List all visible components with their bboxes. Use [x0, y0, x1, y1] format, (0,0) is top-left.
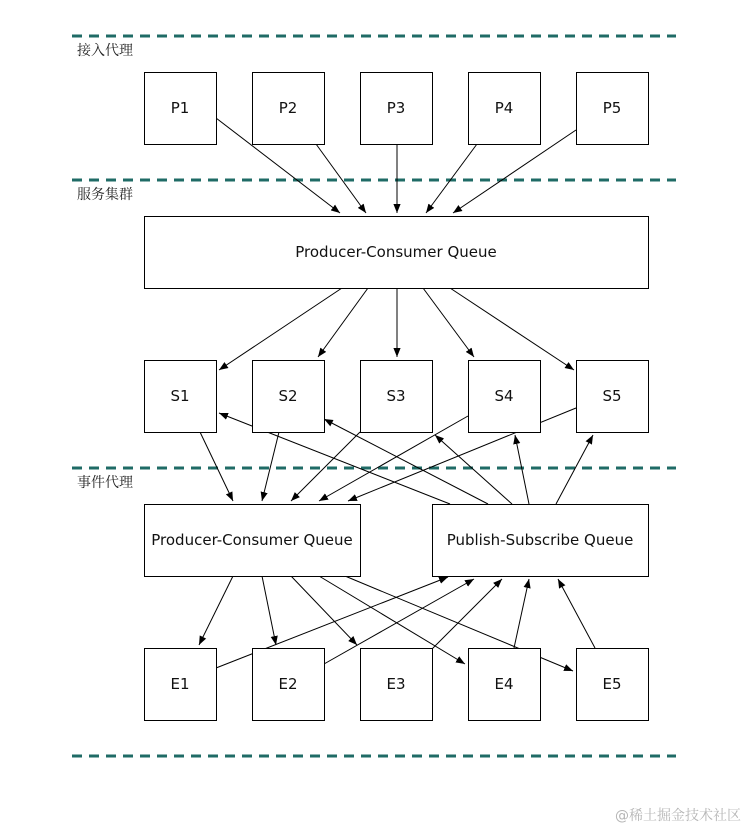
- node-label-e4: E4: [494, 675, 514, 693]
- edge-pcq1-to-s1: [219, 288, 342, 370]
- edge-p2-to-pcq1: [316, 144, 366, 213]
- node-label-e2: E2: [278, 675, 298, 693]
- node-label-p3: P3: [386, 99, 406, 117]
- node-e4: [469, 649, 541, 721]
- edge-pcq2-to-e2: [262, 576, 276, 645]
- node-s5: [577, 361, 649, 433]
- node-p1: [145, 73, 217, 145]
- node-label-e3: E3: [386, 675, 406, 693]
- node-pcq2: [145, 505, 361, 577]
- node-psq: [433, 505, 649, 577]
- edge-e5-to-psq: [558, 579, 595, 648]
- section-label-event-proxy: 事件代理: [77, 475, 133, 491]
- node-label-pcq2: Producer-Consumer Queue: [151, 531, 353, 549]
- watermark-text: @稀土掘金技术社区: [615, 808, 741, 824]
- node-p5: [577, 73, 649, 145]
- edge-e3-to-psq: [432, 579, 502, 649]
- node-s2: [253, 361, 325, 433]
- node-label-p5: P5: [602, 99, 622, 117]
- node-label-s2: S2: [278, 387, 298, 405]
- node-label-s4: S4: [494, 387, 514, 405]
- node-e1: [145, 649, 217, 721]
- node-p3: [361, 73, 433, 145]
- node-label-psq: Publish-Subscribe Queue: [446, 531, 634, 549]
- node-label-s3: S3: [386, 387, 406, 405]
- node-s4: [469, 361, 541, 433]
- node-label-e1: E1: [170, 675, 190, 693]
- edge-pcq1-to-s5: [450, 288, 574, 370]
- node-e2: [253, 649, 325, 721]
- node-e5: [577, 649, 649, 721]
- node-label-pcq1: Producer-Consumer Queue: [295, 243, 497, 261]
- node-label-s1: S1: [170, 387, 190, 405]
- node-label-e5: E5: [602, 675, 622, 693]
- node-e3: [361, 649, 433, 721]
- edge-pcq1-to-s2: [318, 288, 368, 357]
- node-label-p4: P4: [494, 99, 514, 117]
- section-label-service-cluster: 服务集群: [77, 187, 133, 203]
- edge-e4-to-psq: [514, 579, 529, 648]
- node-s1: [145, 361, 217, 433]
- node-p4: [469, 73, 541, 145]
- edge-pcq2-to-e1: [199, 576, 233, 645]
- node-pcq1: [145, 217, 649, 289]
- node-label-p1: P1: [170, 99, 190, 117]
- node-label-p2: P2: [278, 99, 298, 117]
- node-label-s5: S5: [602, 387, 622, 405]
- section-label-access-proxy: 接入代理: [77, 43, 133, 59]
- node-s3: [361, 361, 433, 433]
- node-p2: [253, 73, 325, 145]
